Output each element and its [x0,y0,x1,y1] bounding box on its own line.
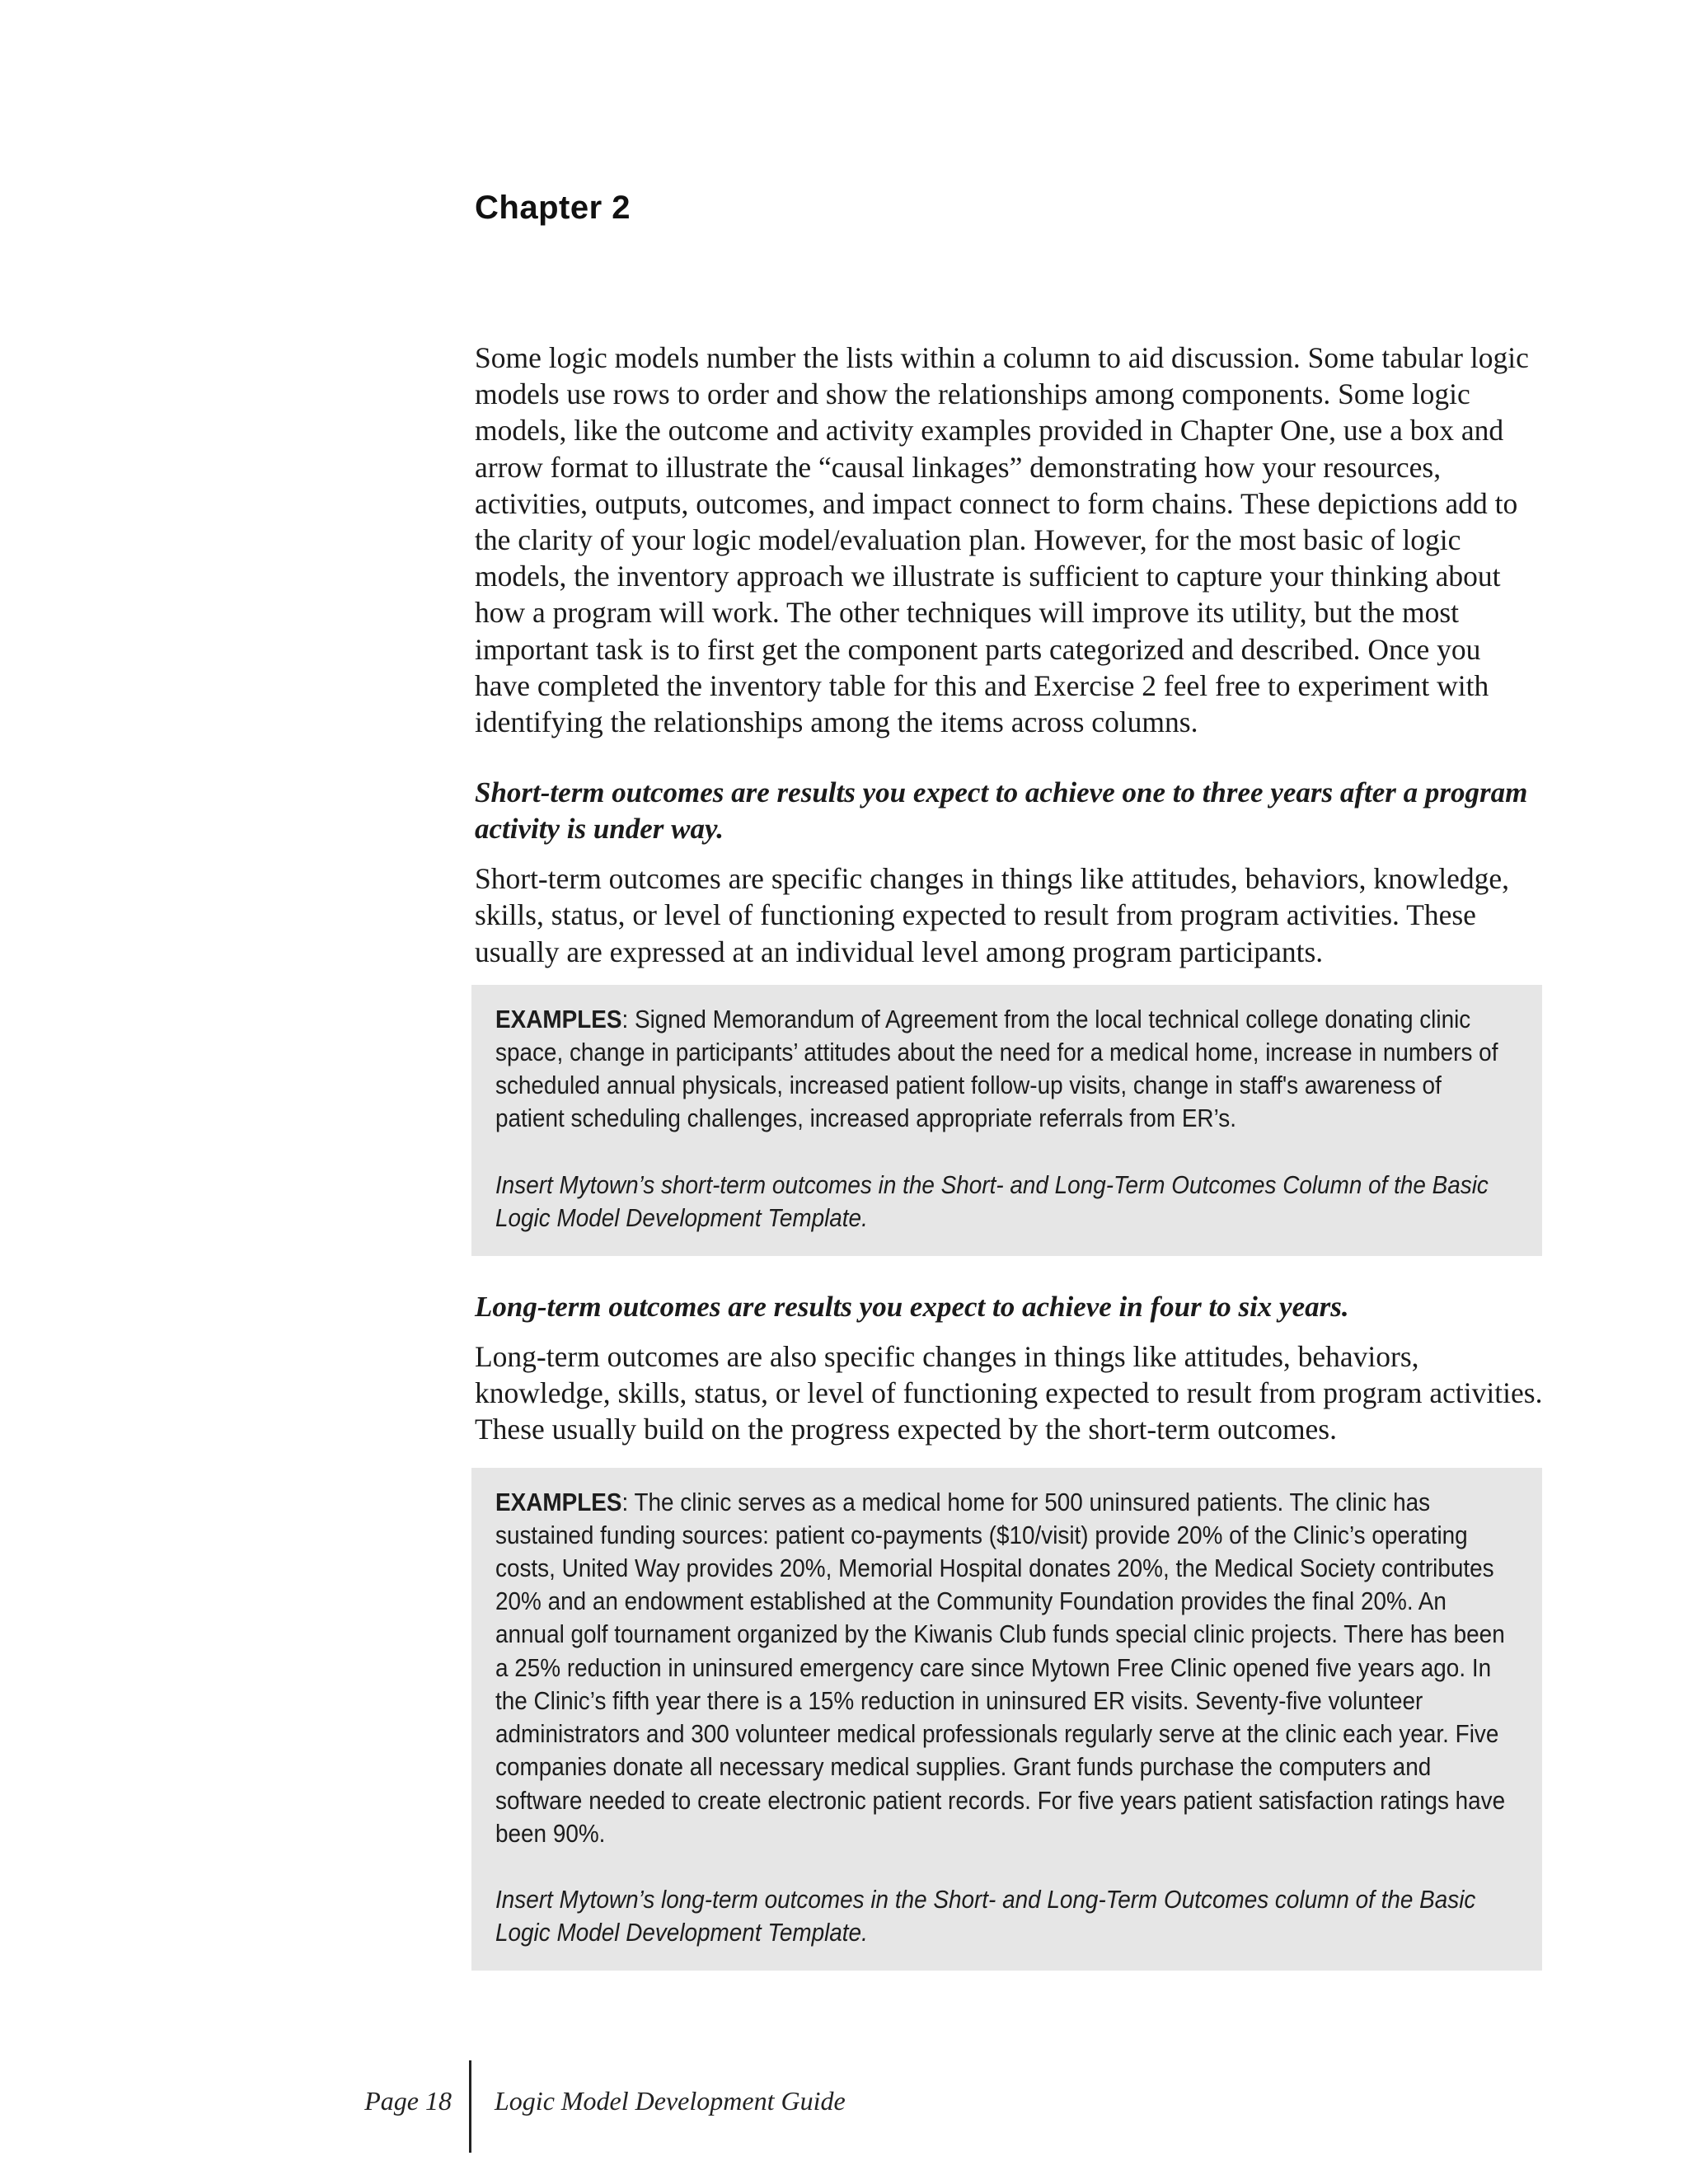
long-term-examples-text [495,1486,1512,1850]
long-term-instruction: Insert Mytown’s long-term outcomes in the Short- and Long-Term Outcomes column of the Basic Logic Model Development Template. [495,1884,1476,1947]
short-term-examples-box [471,985,1542,1256]
examples-body: : Signed Memorandum of Agreement from the local technical college donating clinic space, change in participants’ attitudes about the need for a medical home, increase in numbers of scheduled annual physicals, increased patient follow-up visits, change in staff's awareness of patient scheduling challenges, increased appropriate referrals from ER’s. [495,1004,1498,1133]
footer-document-title: Logic Model Development Guide [495,2086,846,2116]
examples-label: EXAMPLES [495,1487,622,1516]
long-term-heading: Long-term outcomes are results you expect to achieve in four to six years. [475,1291,1349,1324]
short-term-paragraph: Short-term outcomes are specific changes in things like attitudes, behaviors, knowledge, skills, status, or level of functioning expected to result from program activities. These usually are expressed at an individual level among program participants. [475,862,1509,968]
footer-divider [469,2060,471,2153]
chapter-heading: Chapter 2 [475,190,631,226]
intro-paragraph: Some logic models number the lists within a column to aid discussion. Some tabular logic models use rows to order and show the relationships among components. Some logic models, like the outcome and activity examples provided in Chapter One, use a box and arrow format to illustrate the “causal linkages” demonstrating how your resources, activities, outputs, outcomes, and impact connect to form chains. These depictions add to the clarity of your logic model/evaluation plan. However, for the most basic of logic models, the inventory approach we illustrate is sufficient to capture your thinking about how a program will work. The other techniques will improve its utility, but the most important task is to first get the component parts categorized and described. Once you have completed the inventory table for this and Exercise 2 feel free to experiment with identifying the relationships among the items across columns. [475,341,1529,739]
short-term-heading: Short-term outcomes are results you expect to achieve one to three years after a program activity is under way. [475,776,1528,846]
short-term-examples-text [495,1003,1512,1136]
long-term-paragraph: Long-term outcomes are also specific changes in things like attitudes, behaviors, knowledge, skills, status, or level of functioning expected to result from program activities. These usually build on the progress expected by the short-term outcomes. [475,1340,1543,1446]
long-term-examples-box [471,1468,1542,1971]
examples-label: EXAMPLES [495,1004,622,1033]
short-term-instruction: Insert Mytown’s short-term outcomes in the Short- and Long-Term Outcomes Column of the Basic Logic Model Development Template. [495,1169,1489,1232]
main-content [475,340,1543,1971]
examples-body: : The clinic serves as a medical home for 500 uninsured patients. The clinic has sustained funding sources: patient co-payments ($10/visit) provide 20% of the Clinic’s operating costs, United Way provides 20%, Memorial Hospital donates 20%, the Medical Society contributes 20% and an endowment established at the Community Foundation provides the final 20%. An annual golf tournament organized by the Kiwanis Club funds special clinic projects. There has been a 25% reduction in uninsured emergency care since Mytown Free Clinic opened five years ago. In the Clinic’s fifth year there is a 15% reduction in uninsured ER visits. Seventy-five volunteer administrators and 300 volunteer medical professionals regularly serve at the clinic each year. Five companies donate all necessary medical supplies. Grant funds purchase the computers and software needed to create electronic patient records. For five years patient satisfaction ratings have been 90%. [495,1487,1506,1848]
page-number: Page 18 [364,2086,452,2116]
